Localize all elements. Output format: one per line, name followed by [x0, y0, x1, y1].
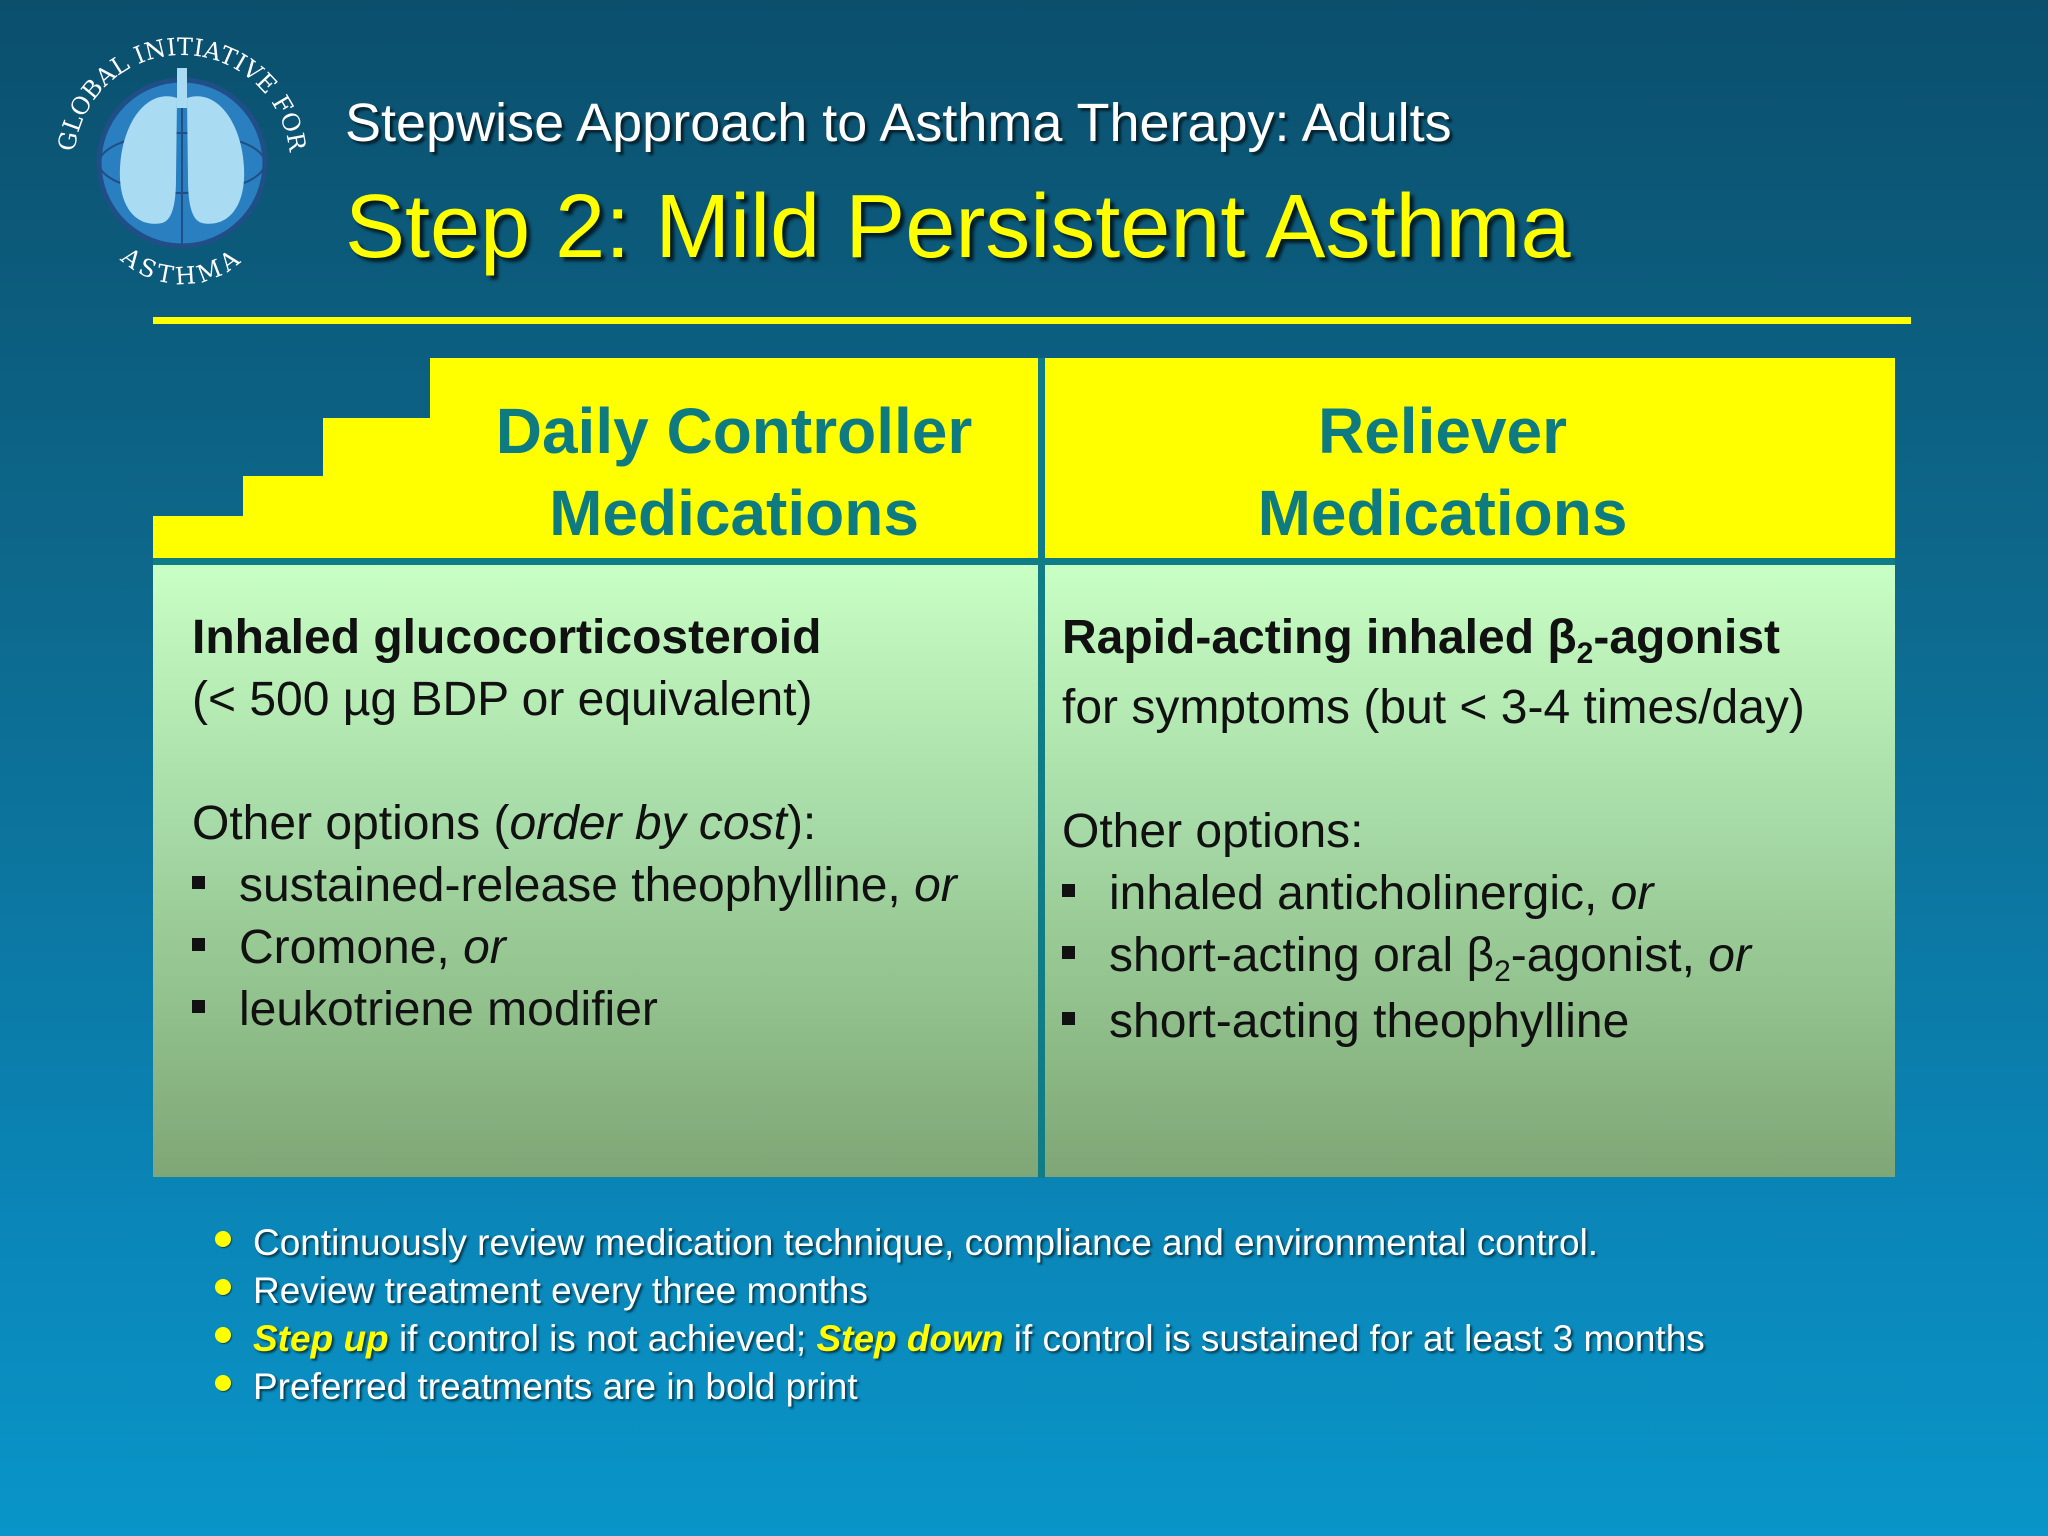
reliever-primary: Rapid-acting inhaled $\beta_2$-agonist: [1062, 611, 1781, 670]
controller-header-line-2: Medications: [549, 477, 919, 549]
controller-option: leukotriene modifier: [192, 982, 658, 1037]
bullet-dot-icon: [215, 1279, 231, 1295]
bullet-dot-icon: [215, 1375, 231, 1391]
stair-step-3: [323, 418, 430, 558]
square-bullet-icon: [1062, 884, 1075, 897]
square-bullet-icon: [1062, 1012, 1075, 1025]
reliever-option: inhaled anticholinergic, or: [1062, 866, 1653, 921]
logo-text-top: GLOBAL INITIATIVE FOR: [52, 32, 312, 154]
controller-primary-detail: (< 500 µg BDP or equivalent): [192, 673, 813, 726]
bullet-dot-icon: [215, 1327, 231, 1343]
stair-step-1: [153, 516, 243, 558]
reliever-option: short-acting oral $\beta_2$-agonist, or: [1062, 928, 1751, 989]
controller-option: Cromone, or: [192, 920, 506, 975]
reliever-option: short-acting theophylline: [1062, 994, 1629, 1049]
square-bullet-icon: [192, 876, 205, 889]
note-item: Step up if control is not achieved; Step down if control is sustained for at least 3 months: [215, 1318, 1705, 1360]
title-underline: [153, 317, 1911, 324]
reliever-other-options-label: Other options:: [1062, 805, 1364, 858]
controller-header-line-1: Daily Controller: [495, 395, 973, 467]
note-item: Review treatment every three months: [215, 1270, 868, 1312]
square-bullet-icon: [1062, 946, 1075, 959]
header-divider: [153, 558, 1895, 565]
bullet-dot-icon: [215, 1231, 231, 1247]
stair-step-2: [243, 476, 323, 558]
reliever-header-line-2: Medications: [1257, 477, 1628, 549]
column-divider: [1038, 358, 1045, 1178]
controller-other-options-label: Other options (order by cost):: [192, 797, 817, 850]
note-item: Preferred treatments are in bold print: [215, 1366, 858, 1408]
square-bullet-icon: [192, 1000, 205, 1013]
controller-option: sustained-release theophylline, or: [192, 858, 957, 913]
slide-title: Step 2: Mild Persistent Asthma: [345, 177, 1571, 277]
logo-text-bottom: ASTHMA: [115, 242, 249, 291]
reliever-header: [1045, 390, 1840, 554]
square-bullet-icon: [192, 938, 205, 951]
slide-subtitle: Stepwise Approach to Asthma Therapy: Adults: [345, 93, 1452, 153]
reliever-primary-detail: for symptoms (but < 3-4 times/day): [1062, 681, 1805, 734]
controller-header: [430, 390, 1038, 554]
reliever-header-line-1: Reliever: [1317, 395, 1568, 467]
controller-primary: Inhaled glucocorticosteroid: [192, 611, 822, 664]
gina-logo: [52, 28, 312, 298]
svg-text:ASTHMA: [115, 242, 248, 291]
note-item: Continuously review medication technique, compliance and environmental control.: [215, 1222, 1598, 1264]
